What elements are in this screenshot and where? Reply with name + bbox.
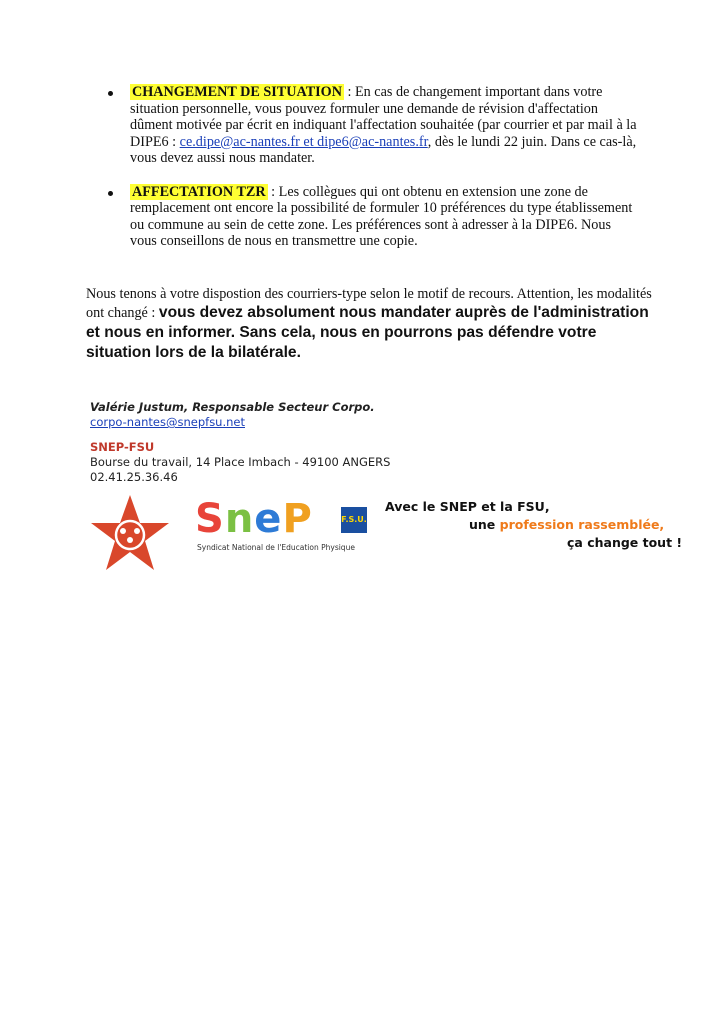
slogan-line-3: ça change tout ! [567,535,683,550]
list-item [100,84,640,167]
signature-email-link[interactable]: corpo-nantes@snepfsu.net [90,415,245,429]
list-item [100,184,640,250]
highlighted-label: CHANGEMENT DE SITUATION [132,84,342,100]
slogan-line-2: une profession rassemblée, [469,517,665,532]
snep-wordmark: SneP [195,496,313,542]
paragraph-bold-text: vous devez absolument nous mandater auprès de l'administration et nous en informer. Sans cela, nous en pourrons pas défendre votre situation lors de la bilatérale. [86,303,649,361]
fsu-star-logo-icon [90,493,170,573]
fsu-badge-icon: F.S.U. [341,507,367,533]
bullet-list [100,84,640,267]
slogan-line-1: Avec le SNEP et la FSU, [385,499,550,514]
paragraph-text: Nous tenons à votre dispostion des courriers-type selon le motif de recours. Attention, les modalités ont changé : [86,286,652,321]
highlighted-label: AFFECTATION TZR [132,183,266,200]
item-text: , dès le lundi 22 juin. Dans ce cas-là, vous devez aussi nous mandater. [130,133,637,166]
organization-name: SNEP-FSU [90,440,155,454]
recours-paragraph [86,286,656,363]
signatory-name: Valérie Justum, Responsable Secteur Corpo. [90,400,375,414]
snep-logo [195,497,375,561]
item-text: : En cas de changement important dans votre situation personnelle, vous pouvez formuler une demande de révision d'affectation dûment motivée par écrit en indiquant l'affectation souhaitée (par courrier et par mail à la DIPE6 : [130,84,637,150]
address: Bourse du travail, 14 Place Imbach - 49100 ANGERS [90,455,391,469]
signature-block [90,400,390,485]
bullet-icon [108,191,113,196]
email-link[interactable]: ce.dipe@ac-nantes.fr et dipe6@ac-nantes.fr [179,133,428,150]
slogan [385,498,685,552]
bullet-icon [108,91,113,96]
phone-number: 02.41.25.36.46 [90,470,178,484]
item-text: : Les collègues qui ont obtenu en extension une zone de remplacement ont encore la possibilité de formuler 10 préférences du type établissement ou commune au sein de cette zone. Les préférences sont à adresser à la DIPE6. Nous vous conseillons de nous en transmettre une copie. [130,183,633,249]
logo-subtitle: Syndicat National de l'Education Physique [197,543,355,552]
